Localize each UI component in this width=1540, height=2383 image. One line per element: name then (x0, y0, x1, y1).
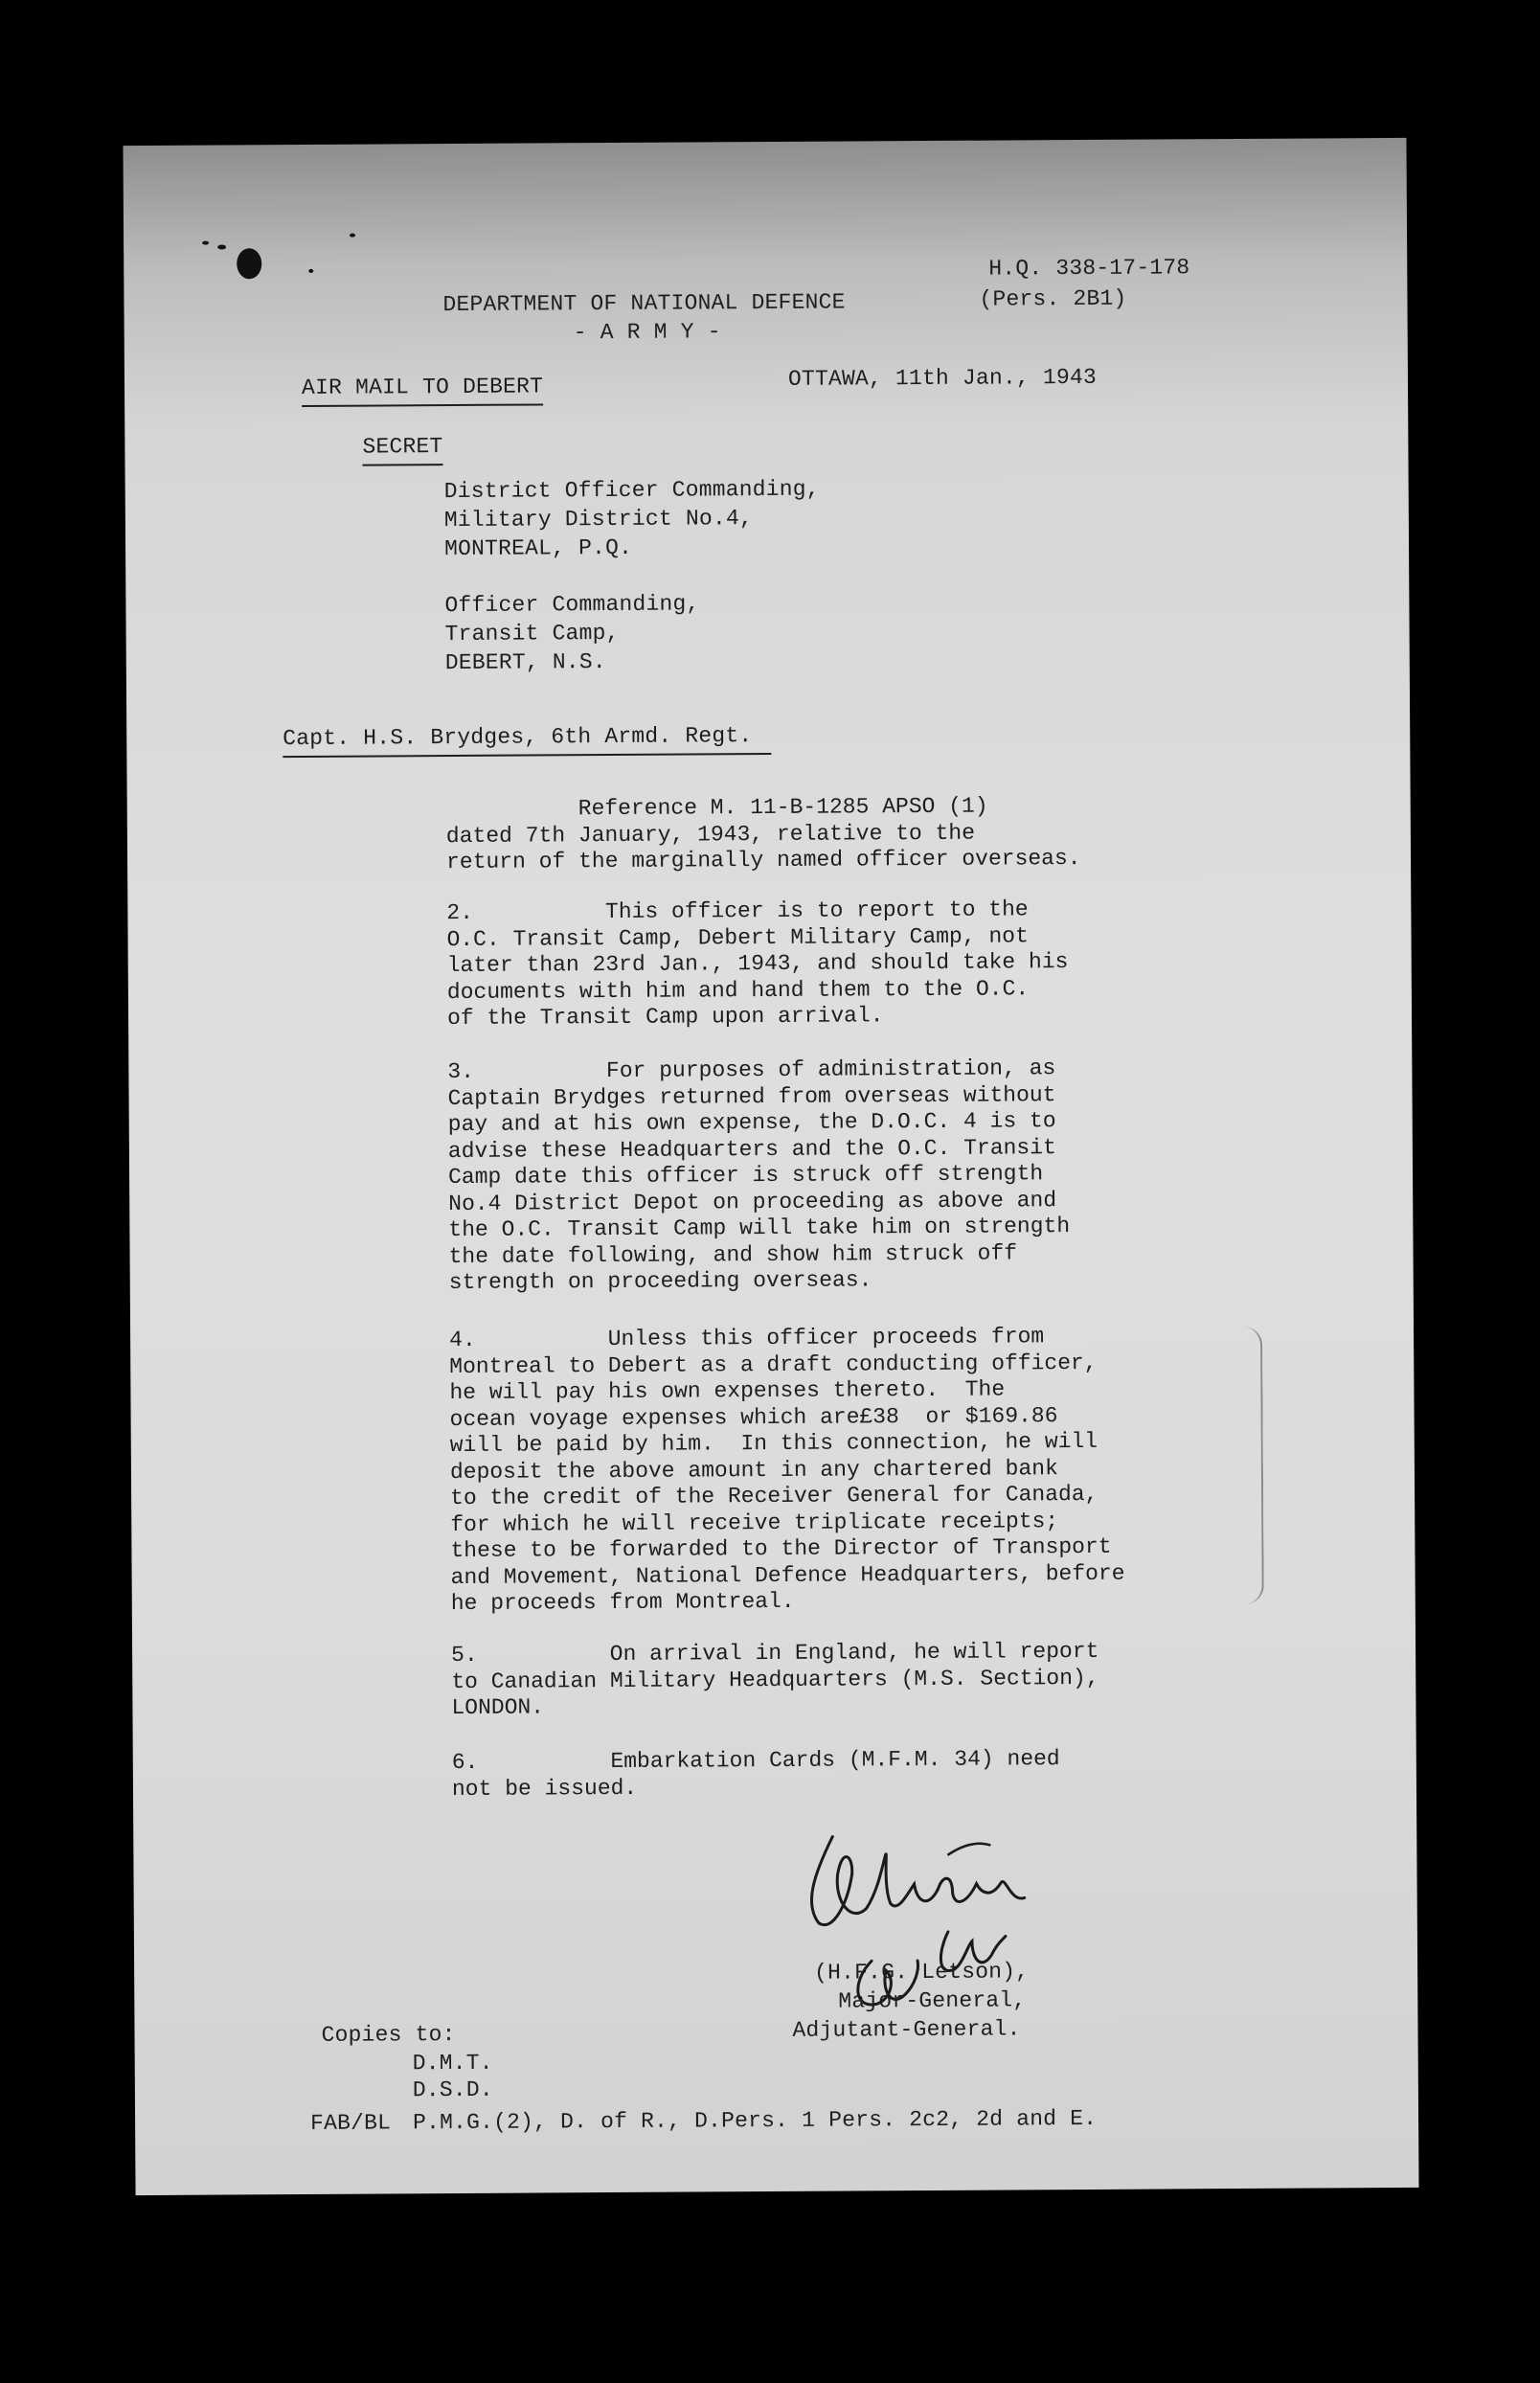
addressee-line: Officer Commanding, (444, 591, 700, 619)
signatory-rank: Major-General, (838, 1987, 1027, 2014)
addressee-line: District Officer Commanding, (443, 476, 820, 505)
paragraph-2: 2. This officer is to report to the O.C. Transit Camp, Debert Military Camp, not later than 23rd Jan., 1943, and should take his documents with him and hand them to the O.C. of the Transit Camp upon arrival. (446, 896, 1069, 1032)
addressee-line: DEBERT, N.S. (444, 649, 606, 676)
ink-speck (217, 244, 226, 249)
paragraph-5: 5. On arrival in England, he will report to Canadian Military Headquarters (M.S. Section), LONDON. (451, 1638, 1099, 1721)
file-reference: H.Q. 338-17-178 (988, 255, 1190, 282)
signatory-title: Adjutant-General. (792, 2016, 1021, 2043)
classification-secret: SECRET (362, 431, 442, 466)
ink-speck (350, 234, 355, 238)
document-page (123, 138, 1418, 2195)
file-subreference: (Pers. 2B1) (979, 285, 1127, 312)
addressee-line: Transit Camp, (444, 620, 620, 647)
paragraph-1: Reference M. 11-B-1285 APSO (1) dated 7th January, 1943, relative to the return of the marginally named officer overseas. (445, 793, 1081, 875)
addressee-line: MONTREAL, P.Q. (443, 534, 633, 562)
distribution-list: P.M.G.(2), D. of R., D.Pers. 1 Pers. 2c2, 2d and E. (413, 2105, 1098, 2136)
copy-recipient: D.S.D. (412, 2077, 493, 2103)
subject-line: Capt. H.S. Brydges, 6th Armd. Regt. (283, 720, 771, 758)
copies-label: Copies to: (321, 2022, 456, 2048)
paragraph-6: 6. Embarkation Cards (M.F.M. 34) need not be issued. (451, 1746, 1060, 1802)
branch-heading: - A R M Y - (573, 319, 721, 346)
ink-speck (202, 241, 209, 245)
margin-bracket (1232, 1327, 1264, 1604)
department-heading: DEPARTMENT OF NATIONAL DEFENCE (442, 289, 846, 318)
paragraph-4: 4. Unless this officer proceeds from Montreal to Debert as a draft conducting officer, he will pay his own expenses thereto. The ocean voyage expenses which are£38 or $169.86 will be paid by him. In this connection, he will deposit the above amount in any chartered bank to the credit of the Receiver General for Canada, for which he will receive triplicate receipts; these to be forwarded to the Director of Transport and Movement, National Defence Headquarters, before he proceeds from Montreal. (449, 1324, 1125, 1617)
place-date: OTTAWA, 11th Jan., 1943 (787, 364, 1098, 392)
paragraph-3: 3. For purposes of administration, as Captain Brydges returned from overseas without pay and at his own expense, the D.O.C. 4 is to advise these Headquarters and the O.C. Transit Camp date this officer is struck off strength No.4 District Depot on proceeding as above and the O.C. Transit Camp will take him on strength the date following, and show him struck off strength on proceeding overseas. (447, 1055, 1071, 1296)
addressee-line: Military District No.4, (443, 506, 754, 533)
punch-hole (237, 248, 261, 279)
copy-recipient: D.M.T. (412, 2050, 493, 2077)
ink-speck (308, 269, 313, 273)
signatory-name: (H.F.G. Letson), (814, 1959, 1030, 1986)
air-mail-line: AIR MAIL TO DEBERT (302, 371, 543, 407)
typist-initials: FAB/BL (310, 2110, 392, 2136)
